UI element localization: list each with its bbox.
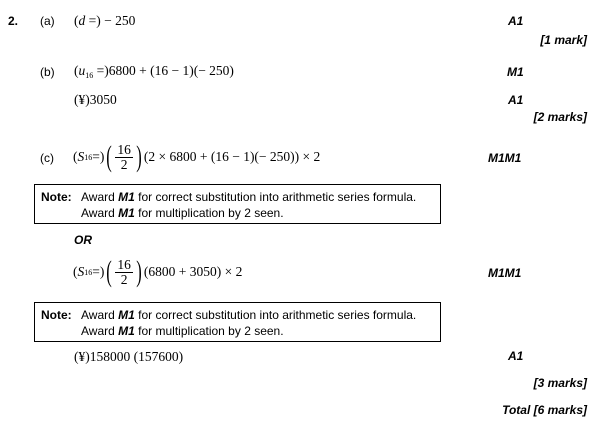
part-c-subtotal: [3 marks] [533,376,587,390]
variable-s: S [77,264,85,279]
part-c-method1-mark: M1M1 [488,151,522,165]
question-total: Total [6 marks] [502,403,587,417]
fraction-numerator: 16 [117,257,131,272]
fraction [115,143,133,171]
part-b-label: (b) [40,65,55,79]
fraction [115,258,133,286]
part-c-method1 [73,138,320,176]
variable-u: u [78,63,86,78]
fraction-numerator: 16 [117,142,131,157]
note-text: for multiplication by 2 seen. [134,206,284,220]
variable-s: S [77,149,85,164]
part-b-mark-2: A1 [508,93,524,107]
part-c-answer: (¥)158000 (157600) [74,349,184,364]
note-box-1 [34,184,441,224]
note-text: for correct substitution into arithmetic series formula. [134,190,417,204]
left-big-paren: ( [106,140,113,173]
paren: ( [74,13,79,28]
right-big-paren: ) [136,255,142,288]
note-label: Note: [41,308,72,322]
question-number: 2. [8,14,19,28]
equals: =) [92,264,105,279]
variable-d: d [78,13,86,28]
part-b-mark-1: M1 [507,65,524,79]
working-expression: (6800 + 3050) × 2 [143,264,243,279]
part-c-method2 [73,253,242,291]
part-c-method2-mark: M1M1 [488,266,522,280]
part-c-label: (c) [40,151,54,165]
note-line-2 [81,324,284,338]
note-text: Award [81,308,119,322]
paren: ( [74,63,79,78]
part-a-answer [74,13,135,29]
note-mark-code: M1 [118,206,135,220]
part-c-answer-mark: A1 [508,349,524,363]
part-a-mark: A1 [508,14,524,28]
note-text: Award [81,206,119,220]
answer-value: =) − 250 [85,13,136,28]
paren: ( [73,149,78,164]
subscript: 16 [84,267,93,277]
equals: =) [92,149,105,164]
note-box-2 [34,302,441,342]
working-expression: (2 × 6800 + (16 − 1)(− 250)) × 2 [143,149,321,164]
left-big-paren: ( [106,255,113,288]
note-line-1 [81,190,416,204]
part-a-label: (a) [40,14,55,28]
note-text: Award [81,190,119,204]
or-label: OR [74,233,92,247]
part-b-answer: (¥)3050 [74,92,117,107]
subscript: 16 [85,71,94,80]
right-big-paren: ) [136,140,142,173]
subscript: 16 [84,152,93,162]
note-line-1 [81,308,416,322]
fraction-denominator: 2 [120,271,128,287]
part-b-working [74,63,234,80]
note-text: for multiplication by 2 seen. [134,324,284,338]
note-mark-code: M1 [118,324,135,338]
paren: ( [73,264,78,279]
note-line-2 [81,206,284,220]
note-text: Award [81,324,119,338]
part-b-subtotal: [2 marks] [533,110,587,124]
note-label: Note: [41,190,72,204]
note-mark-code: M1 [118,308,135,322]
part-a-subtotal: [1 mark] [540,33,587,47]
working-expression: =)6800 + (16 − 1)(− 250) [93,63,234,78]
note-mark-code: M1 [118,190,135,204]
note-text: for correct substitution into arithmetic series formula. [134,308,417,322]
fraction-denominator: 2 [120,156,128,172]
